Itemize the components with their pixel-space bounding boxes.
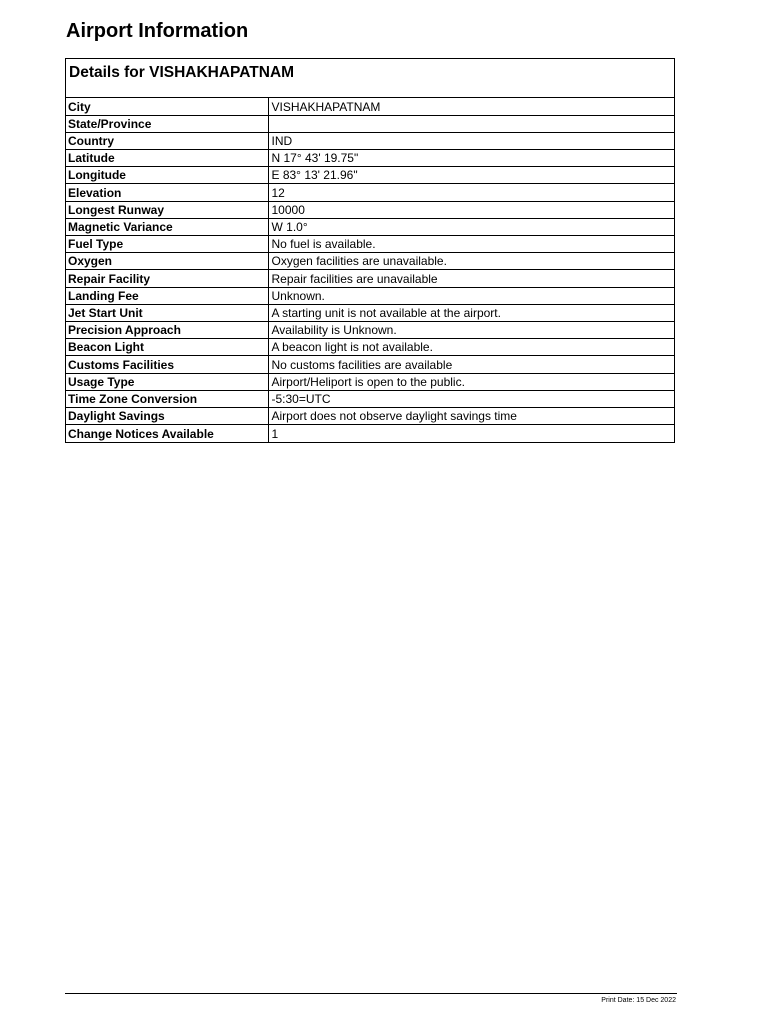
- row-value: E 83° 13' 21.96": [268, 167, 674, 184]
- row-fuel-type: [66, 236, 674, 253]
- row-label: City: [66, 98, 268, 115]
- row-label: Country: [66, 132, 268, 149]
- details-header: Details for VISHAKHAPATNAM: [66, 59, 674, 98]
- row-label: Longitude: [66, 167, 268, 184]
- row-value: No fuel is available.: [268, 236, 674, 253]
- row-magnetic-variance: [66, 218, 674, 235]
- row-value: A starting unit is not available at the airport.: [268, 304, 674, 321]
- airport-details-panel: [65, 58, 675, 443]
- row-value: Unknown.: [268, 287, 674, 304]
- row-label: Magnetic Variance: [66, 218, 268, 235]
- row-city: [66, 98, 674, 115]
- row-state-province: [66, 115, 674, 132]
- row-label: Change Notices Available: [66, 425, 268, 442]
- row-value: Repair facilities are unavailable: [268, 270, 674, 287]
- row-customs-facilities: [66, 356, 674, 373]
- row-time-zone-conversion: [66, 390, 674, 407]
- row-label: Usage Type: [66, 373, 268, 390]
- row-usage-type: [66, 373, 674, 390]
- row-latitude: [66, 150, 674, 167]
- row-longest-runway: [66, 201, 674, 218]
- print-date: Print Date: 15 Dec 2022: [601, 997, 676, 1004]
- row-value: [268, 115, 674, 132]
- row-value: Airport does not observe daylight savings time: [268, 407, 674, 424]
- row-label: Latitude: [66, 150, 268, 167]
- row-value: Airport/Heliport is open to the public.: [268, 373, 674, 390]
- row-daylight-savings: [66, 407, 674, 424]
- row-longitude: [66, 167, 674, 184]
- row-value: No customs facilities are available: [268, 356, 674, 373]
- page-title: Airport Information: [66, 20, 249, 42]
- row-value: Availability is Unknown.: [268, 321, 674, 338]
- row-elevation: [66, 184, 674, 201]
- row-label: Elevation: [66, 184, 268, 201]
- row-label: Beacon Light: [66, 339, 268, 356]
- row-landing-fee: [66, 287, 674, 304]
- row-jet-start-unit: [66, 304, 674, 321]
- row-repair-facility: [66, 270, 674, 287]
- row-value: VISHAKHAPATNAM: [271, 99, 381, 114]
- row-label: Landing Fee: [66, 287, 268, 304]
- row-label: State/Province: [66, 115, 268, 132]
- row-value: W 1.0°: [268, 218, 674, 235]
- row-value: Oxygen facilities are unavailable.: [268, 253, 674, 270]
- row-label: Customs Facilities: [66, 356, 268, 373]
- row-oxygen: [66, 253, 674, 270]
- row-value: IND: [268, 132, 674, 149]
- row-label: Longest Runway: [66, 201, 268, 218]
- row-label: Repair Facility: [66, 270, 268, 287]
- row-value: 1: [268, 425, 674, 442]
- row-value: N 17° 43' 19.75": [268, 150, 674, 167]
- row-label: Oxygen: [66, 253, 268, 270]
- row-beacon-light: [66, 339, 674, 356]
- row-label: Jet Start Unit: [66, 304, 268, 321]
- row-label: Time Zone Conversion: [66, 390, 268, 407]
- row-value: A beacon light is not available.: [268, 339, 674, 356]
- row-country: [66, 132, 674, 149]
- row-value: -5:30=UTC: [268, 390, 674, 407]
- row-label: Precision Approach: [66, 321, 268, 338]
- row-value: 10000: [268, 201, 674, 218]
- details-table: [66, 98, 674, 442]
- row-label: Fuel Type: [66, 236, 268, 253]
- details-table-body: [66, 98, 674, 442]
- row-change-notices-available: [66, 425, 674, 442]
- footer-divider: [65, 993, 677, 994]
- row-value: 12: [268, 184, 674, 201]
- row-label: Daylight Savings: [66, 407, 268, 424]
- row-precision-approach: [66, 321, 674, 338]
